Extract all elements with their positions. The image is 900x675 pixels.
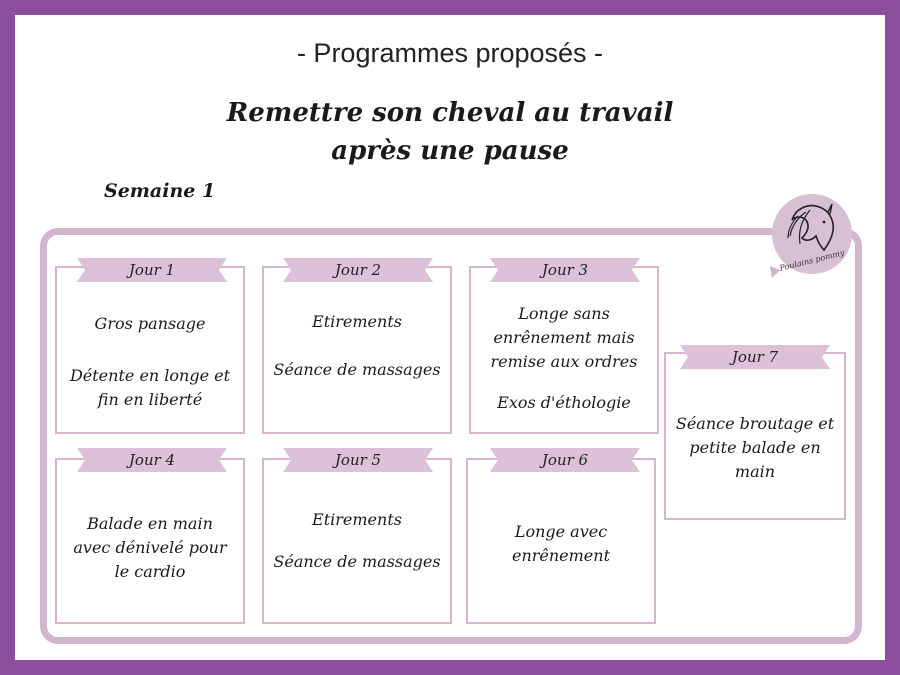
day-4-activity: le cardio — [114, 562, 186, 581]
day-7-activity: Séance broutage et — [675, 414, 835, 433]
day-5-label: Jour 5 — [334, 451, 382, 469]
day-7-ribbon — [680, 345, 830, 369]
day-card-6 — [466, 458, 656, 624]
day-4-label: Jour 4 — [128, 451, 176, 469]
day-card-1 — [55, 266, 245, 434]
day-2-label: Jour 2 — [334, 261, 382, 279]
subtitle-line-2: après une pause — [331, 136, 569, 166]
day-3-activity: enrênement mais — [493, 328, 635, 347]
day-4-activity: Balade en main — [87, 514, 213, 533]
day-1-activity: Gros pansage — [94, 314, 206, 333]
week-label: Semaine 1 — [104, 180, 216, 202]
day-1-activity: Détente en longe et — [69, 366, 231, 385]
day-1-activity: fin en liberté — [97, 390, 203, 409]
day-6-label: Jour 6 — [541, 451, 589, 469]
day-card-3 — [469, 266, 659, 434]
day-3-label: Jour 3 — [541, 261, 589, 279]
subtitle-line-1: Remettre son cheval au travail — [226, 98, 674, 128]
day-4-activity: avec dénivelé pour — [73, 538, 227, 557]
day-6-ribbon — [490, 448, 640, 472]
day-card-2 — [262, 266, 452, 434]
day-3-ribbon — [490, 258, 640, 282]
day-3-activity: remise aux ordres — [490, 352, 638, 371]
day-6-activity: Longe avec — [514, 522, 608, 541]
day-2-ribbon — [283, 258, 433, 282]
day-3-activity: Exos d'éthologie — [497, 393, 631, 412]
logo-text: Poulains pommy — [778, 248, 846, 273]
day-2-activity: Etirements — [312, 312, 402, 331]
day-5-ribbon — [283, 448, 433, 472]
program-subtitle — [0, 94, 900, 170]
day-card-7 — [664, 352, 846, 520]
day-5-activity: Séance de massages — [273, 552, 441, 571]
day-7-activity: petite balade en — [689, 438, 821, 457]
day-1-label: Jour 1 — [128, 261, 176, 279]
day-7-label: Jour 7 — [731, 348, 779, 366]
day-card-4 — [55, 458, 245, 624]
page-title: - Programmes proposés - — [296, 38, 604, 68]
day-card-5 — [262, 458, 452, 624]
day-5-activity: Etirements — [312, 510, 402, 529]
day-6-activity: enrênement — [511, 546, 611, 565]
day-1-ribbon — [77, 258, 227, 282]
day-2-activity: Séance de massages — [273, 360, 441, 379]
day-3-activity: Longe sans — [518, 304, 610, 323]
day-7-activity: main — [734, 462, 776, 481]
brand-logo — [762, 186, 862, 286]
day-4-ribbon — [77, 448, 227, 472]
